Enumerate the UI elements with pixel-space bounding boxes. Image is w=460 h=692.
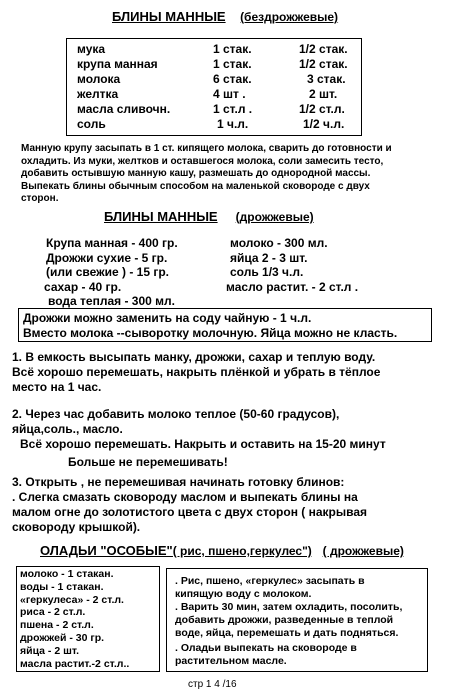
instruction-line: . Оладьи выпекать на сковороде в xyxy=(175,642,357,654)
section2-subtitle: (дрожжевые) xyxy=(235,210,314,224)
ingredient-row xyxy=(77,87,357,101)
ingredient-line: риса - 2 ст.л. xyxy=(20,606,86,619)
ingredient-qty1: 4 шт . xyxy=(213,87,246,101)
ingredient-qty2: 1/2 стак. xyxy=(299,57,348,71)
step-line: 2. Через час добавить молоко теплое (50-60 градусов), xyxy=(12,407,340,421)
ingredient-line: пшена - 2 ст.л. xyxy=(20,619,94,632)
ingredient-line: вода теплая - 300 мл. xyxy=(48,294,175,308)
ingredient-name: масла сливочн. xyxy=(77,102,171,116)
ingredient-line: воды - 1 стакан. xyxy=(20,580,104,593)
instruction-line: воде, яйца, перемешать и дать подняться. xyxy=(175,627,399,639)
instruction-line: кипящую воду с молоком. xyxy=(175,588,312,600)
section3-title: ОЛАДЬИ "ОСОБЫЕ" xyxy=(40,543,173,558)
ingredient-qty2: 1/2 стак. xyxy=(299,42,348,56)
ingredient-qty2: 1/2 ч.л. xyxy=(303,117,345,131)
ingredient-row xyxy=(77,57,357,71)
instruction-line: добавить дрожжи, разведенные в теплой xyxy=(175,614,394,626)
ingredient-line: сахар - 40 гр. xyxy=(44,279,122,294)
ingredient-row xyxy=(77,72,357,86)
instruction-line: . Рис, пшено, «геркулес» засыпать в xyxy=(175,575,365,587)
page-number xyxy=(188,679,237,690)
step-line: Больше не перемешивать! xyxy=(68,455,228,469)
ingredient-qty1: 1 ч.л. xyxy=(217,117,249,131)
ingredient-line: (или свежие ) - 15 гр. xyxy=(46,265,170,279)
section3-ingredients-box xyxy=(16,566,160,672)
ingredient-line: яйца - 2 шт. xyxy=(20,644,79,657)
instruction-line: сторон. xyxy=(21,193,59,204)
ingredient-name: мука xyxy=(77,42,106,56)
ingredient-name: желтка xyxy=(77,87,119,101)
ingredient-row xyxy=(77,102,357,116)
section3-instructions-box xyxy=(166,568,428,672)
ingredient-line: «геркулеса» - 2 ст.л. xyxy=(20,593,124,606)
ingredient-qty2: 3 стак. xyxy=(307,72,346,86)
section1-ingredients-table xyxy=(66,38,362,136)
step-line: . Слегка смазать сковороду маслом и выпекать блины на xyxy=(12,490,358,504)
section2-ingredients-left xyxy=(46,236,178,309)
ingredient-line: яйца 2 - 3 шт. xyxy=(230,250,308,265)
note-line: Дрожжи можно заменить на соду чайную - 1 ч.л. xyxy=(23,311,312,325)
section3-subtitle: ( рис, пшено,геркулес") xyxy=(172,544,312,558)
page-label: стр 1 xyxy=(188,679,212,690)
ingredient-qty1: 1 стак. xyxy=(213,57,252,71)
section2-steps xyxy=(12,350,386,535)
section1-instructions xyxy=(21,143,392,206)
ingredient-qty2: 1/2 ст.л. xyxy=(299,102,345,116)
ingredient-name: соль xyxy=(77,117,106,131)
section2-title: БЛИНЫ МАННЫЕ xyxy=(104,209,218,224)
step-line: место на 1 час. xyxy=(12,380,102,394)
note-line: Вместо молока --сыворотку молочную. Яйца можно не класть. xyxy=(23,325,398,340)
step-line: 1. В емкость высыпать манку, дрожжи, сахар и теплую воду. xyxy=(12,350,376,364)
ingredient-line: Дрожжи сухие - 5 гр. xyxy=(46,250,168,265)
section2-ingredients-right xyxy=(226,236,359,294)
section2-note-box xyxy=(18,308,432,342)
step-line: малом огне до золотистого цвета с двух сторон ( накрывая xyxy=(12,505,368,519)
instruction-line: Выпекать блины обычным способом на маленькой сковороде с двух xyxy=(21,180,370,192)
ingredient-qty2: 2 шт. xyxy=(309,87,338,101)
ingredient-qty1: 1 стак. xyxy=(213,42,252,56)
ingredient-name: крупа манная xyxy=(77,57,158,71)
ingredient-row xyxy=(77,117,357,131)
page-current: 4 xyxy=(214,679,220,690)
instruction-line: добавить остывшую манную кашу, размешать до однородной массы. xyxy=(21,168,371,179)
instruction-line: . Варить 30 мин, затем охладить, посолить, xyxy=(175,601,403,613)
ingredient-line: дрожжей - 30 гр. xyxy=(20,631,105,644)
section3-subtitle2: ( дрожжевые) xyxy=(322,544,404,558)
step-line: Всё хорошо перемешать. Накрыть и оставить на 15-20 минут xyxy=(20,437,386,451)
ingredient-line: молоко - 300 мл. xyxy=(230,236,328,250)
instruction-line: охладить. Из муки, желтков и оставшегося молока, соли замесить тесто, xyxy=(21,155,384,167)
section1-title-line xyxy=(112,9,338,24)
instruction-line: растительном масле. xyxy=(175,655,287,667)
step-line: сковороду крышкой). xyxy=(12,520,141,534)
section2-title-line xyxy=(104,209,314,224)
ingredient-line: масло растит. - 2 ст.л . xyxy=(226,279,359,294)
ingredient-line: Крупа манная - 400 гр. xyxy=(46,236,178,250)
ingredient-line: соль 1/3 ч.л. xyxy=(230,265,304,279)
ingredient-qty1: 1 ст.л . xyxy=(213,102,253,116)
section3-title-line xyxy=(40,543,404,558)
ingredient-line: молоко - 1 стакан. xyxy=(20,568,114,580)
ingredient-line: масла растит.-2 ст.л.. xyxy=(20,657,130,670)
section1-subtitle: (бездрожжевые) xyxy=(240,10,339,24)
step-line: Всё хорошо перемешать, накрыть плёнкой и убрать в тёплое xyxy=(12,365,381,379)
page-total: /16 xyxy=(222,679,237,690)
ingredient-name: молока xyxy=(77,72,121,86)
ingredient-qty1: 6 стак. xyxy=(213,72,252,86)
section1-title: БЛИНЫ МАННЫЕ xyxy=(112,9,226,24)
ingredient-row xyxy=(77,42,357,56)
step-line: яйца,соль., масло. xyxy=(12,422,123,436)
instruction-line: Манную крупу засыпать в 1 ст. кипящего молока, сварить до готовности и xyxy=(21,143,392,154)
step-line: 3. Открыть , не перемешивая начинать готовку блинов: xyxy=(12,475,345,489)
